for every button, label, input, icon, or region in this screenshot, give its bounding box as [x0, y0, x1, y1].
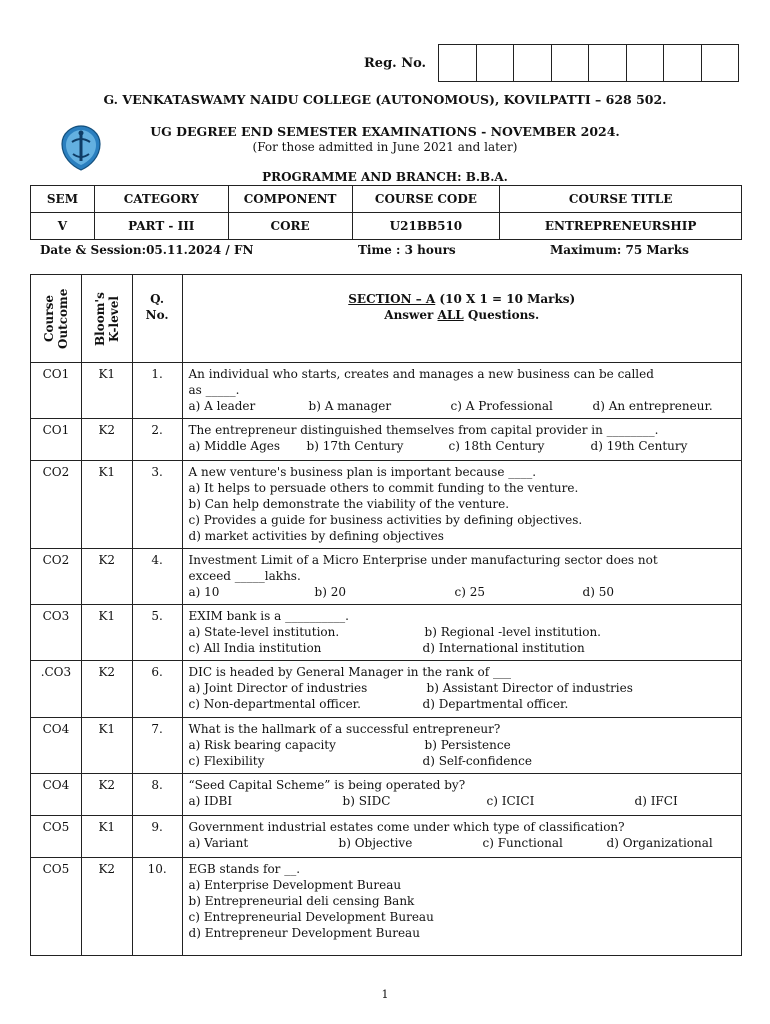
answer-option: d) An entrepreneur. [592, 399, 713, 413]
answer-option: d) Organizational [606, 836, 713, 850]
question-number-cell: 6. [132, 661, 182, 718]
question-cell [182, 419, 741, 461]
question-text-line: c) Provides a guide for business activities by defining objectives. [188, 513, 583, 527]
answer-option: c) All India institution [188, 641, 322, 655]
programme-branch: PROGRAMME AND BRANCH: B.B.A. [262, 170, 508, 184]
options-line [189, 696, 735, 712]
k-level-cell: K1 [81, 816, 132, 858]
exam-title: UG DEGREE END SEMESTER EXAMINATIONS - NOVEMBER 2024. [150, 124, 620, 139]
meta-value-course-code: U21BB510 [352, 213, 500, 240]
reg-no-box[interactable] [514, 45, 552, 81]
question-cell [182, 549, 741, 605]
k-level-cell: K2 [81, 774, 132, 816]
question-row [31, 461, 742, 549]
question-number-cell: 8. [132, 774, 182, 816]
question-cell [182, 661, 741, 718]
reg-no-label: Reg. No. [364, 55, 427, 71]
question-number-cell: 3. [132, 461, 182, 549]
answer-option: a) Risk bearing capacity [188, 738, 336, 752]
question-row [31, 816, 742, 858]
answer-option: d) 19th Century [590, 439, 688, 453]
question-row [31, 549, 742, 605]
course-outcome-cell: CO1 [31, 363, 82, 419]
question-cell [182, 718, 741, 774]
answer-option: a) Joint Director of industries [188, 681, 368, 695]
header-no-label: No. [145, 308, 169, 322]
question-text-line: as _____. [188, 383, 240, 397]
options-line [189, 640, 735, 656]
answer-option: d) 50 [582, 585, 614, 599]
reg-no-box[interactable] [702, 45, 739, 81]
answer-option: b) SIDC [342, 794, 391, 808]
question-row [31, 605, 742, 661]
session-date: Date & Session:05.11.2024 / FN [40, 243, 254, 257]
question-text-line: b) Can help demonstrate the viability of the venture. [188, 497, 510, 511]
question-text-line: b) Entrepreneurial deli censing Bank [188, 894, 415, 908]
answer-option: c) 25 [454, 585, 486, 599]
question-text: Investment Limit of a Micro Enterprise under manufacturing sector does not [188, 553, 658, 567]
question-text-line: exceed _____lakhs. [188, 569, 301, 583]
question-number-cell: 10. [132, 858, 182, 956]
question-text: What is the hallmark of a successful entrepreneur? [188, 722, 501, 736]
meta-header-sem: SEM [31, 186, 95, 213]
question-text: A new venture's business plan is important because ____. [188, 465, 537, 479]
question-cell [182, 461, 741, 549]
page-number: 1 [381, 988, 389, 1001]
k-level-cell: K1 [81, 605, 132, 661]
answer-option: a) IDBI [188, 794, 233, 808]
answer-option: d) Departmental officer. [422, 697, 569, 711]
options-line [189, 584, 735, 600]
question-number-cell: 1. [132, 363, 182, 419]
question-number-cell: 4. [132, 549, 182, 605]
k-level-cell: K2 [81, 419, 132, 461]
college-name: G. VENKATASWAMY NAIDU COLLEGE (AUTONOMOUS), KOVILPATTI – 628 502. [103, 92, 667, 107]
question-row [31, 718, 742, 774]
question-row [31, 774, 742, 816]
header-course-outcome: Course Outcome [41, 288, 70, 349]
question-cell [182, 774, 741, 816]
question-row [31, 363, 742, 419]
answer-all: ALL [437, 308, 464, 322]
section-a-title: SECTION – A [348, 292, 436, 306]
answer-option: d) IFCI [634, 794, 678, 808]
question-text: “Seed Capital Scheme” is being operated by? [188, 778, 466, 792]
answer-option: b) Objective [338, 836, 413, 850]
question-text-line: d) market activities by defining objectives [188, 529, 444, 543]
question-text: EXIM bank is a __________. [188, 609, 349, 623]
section-a-header [182, 275, 741, 363]
answer-option: b) Regional -level institution. [424, 625, 601, 639]
answer-option: b) 20 [314, 585, 346, 599]
question-number-cell: 9. [132, 816, 182, 858]
options-line [189, 793, 735, 809]
question-row [31, 661, 742, 718]
course-outcome-cell: CO1 [31, 419, 82, 461]
k-level-cell: K2 [81, 661, 132, 718]
answer-option: b) A manager [308, 399, 392, 413]
course-outcome-cell: CO5 [31, 816, 82, 858]
course-outcome-cell: CO2 [31, 549, 82, 605]
answer-prefix: Answer [384, 308, 438, 322]
session-max-marks: Maximum: 75 Marks [550, 243, 689, 257]
meta-header-category: CATEGORY [94, 186, 228, 213]
k-level-cell: K1 [81, 363, 132, 419]
answer-option: b) Assistant Director of industries [426, 681, 633, 695]
meta-value-component: CORE [228, 213, 352, 240]
meta-value-category: PART - III [94, 213, 228, 240]
answer-option: c) Functional [482, 836, 563, 850]
question-number-cell: 7. [132, 718, 182, 774]
answer-option: a) 10 [188, 585, 220, 599]
reg-no-box[interactable] [552, 45, 590, 81]
question-text-line: a) It helps to persuade others to commit funding to the venture. [188, 481, 579, 495]
question-number-cell: 5. [132, 605, 182, 661]
questions-table [30, 274, 742, 956]
course-outcome-cell: .CO3 [31, 661, 82, 718]
question-number-cell: 2. [132, 419, 182, 461]
options-line [189, 398, 735, 414]
reg-no-box[interactable] [664, 45, 702, 81]
answer-option: a) A leader [188, 399, 256, 413]
reg-no-box[interactable] [589, 45, 627, 81]
question-text: DIC is headed by General Manager in the rank of ___ [188, 665, 511, 679]
question-cell [182, 605, 741, 661]
question-row [31, 858, 742, 956]
meta-value-row [31, 213, 742, 240]
meta-header-row [31, 186, 742, 213]
question-text: Government industrial estates come under which type of classification? [188, 820, 625, 834]
answer-option: c) A Professional [450, 399, 553, 413]
question-cell [182, 816, 741, 858]
question-cell [182, 363, 741, 419]
meta-value-course-title: ENTREPRENEURSHIP [500, 213, 742, 240]
answer-option: c) ICICI [486, 794, 535, 808]
exam-subtitle: (For those admitted in June 2021 and later) [252, 140, 518, 154]
questions-header-row [31, 275, 742, 363]
question-text-line: d) Entrepreneur Development Bureau [188, 926, 420, 940]
k-level-cell: K1 [81, 718, 132, 774]
question-cell [182, 858, 741, 956]
options-line [189, 753, 735, 769]
course-outcome-cell: CO4 [31, 774, 82, 816]
answer-option: d) International institution [422, 641, 585, 655]
meta-header-component: COMPONENT [228, 186, 352, 213]
course-outcome-cell: CO5 [31, 858, 82, 956]
answer-suffix: Questions. [463, 308, 540, 322]
answer-option: b) Persistence [424, 738, 511, 752]
answer-option: d) Self-confidence [422, 754, 532, 768]
options-line [189, 835, 735, 851]
reg-no-box[interactable] [627, 45, 665, 81]
options-line [189, 624, 735, 640]
k-level-cell: K2 [81, 858, 132, 956]
header-blooms-k-level: Bloom's K-level [92, 291, 121, 346]
answer-option: c) 18th Century [448, 439, 545, 453]
header-q-label: Q. [150, 292, 165, 306]
meta-header-course-code: COURSE CODE [352, 186, 500, 213]
section-a-marks: (10 X 1 = 10 Marks) [435, 292, 576, 306]
reg-no [364, 44, 739, 82]
meta-value-sem: V [31, 213, 95, 240]
question-text: An individual who starts, creates and manages a new business can be called [188, 367, 654, 381]
question-row [31, 419, 742, 461]
question-text: The entrepreneur distinguished themselves from capital provider in ________. [188, 423, 659, 437]
k-level-cell: K1 [81, 461, 132, 549]
reg-no-boxes [438, 44, 739, 82]
question-text-line: a) Enterprise Development Bureau [188, 878, 402, 892]
course-meta-table [30, 185, 742, 240]
options-line [189, 438, 735, 454]
question-text-line: c) Entrepreneurial Development Bureau [188, 910, 434, 924]
reg-no-box[interactable] [477, 45, 515, 81]
course-outcome-cell: CO2 [31, 461, 82, 549]
answer-option: a) Middle Ages [188, 439, 281, 453]
answer-option: a) Variant [188, 836, 249, 850]
course-outcome-cell: CO3 [31, 605, 82, 661]
answer-option: c) Non-departmental officer. [188, 697, 361, 711]
session-time: Time : 3 hours [358, 243, 456, 257]
k-level-cell: K2 [81, 549, 132, 605]
reg-no-box[interactable] [439, 45, 477, 81]
course-outcome-cell: CO4 [31, 718, 82, 774]
options-line [189, 680, 735, 696]
answer-option: a) State-level institution. [188, 625, 340, 639]
answer-option: b) 17th Century [306, 439, 404, 453]
answer-option: c) Flexibility [188, 754, 265, 768]
meta-header-course-title: COURSE TITLE [500, 186, 742, 213]
header-q-no [132, 275, 182, 363]
question-text: EGB stands for __. [188, 862, 301, 876]
options-line [189, 737, 735, 753]
